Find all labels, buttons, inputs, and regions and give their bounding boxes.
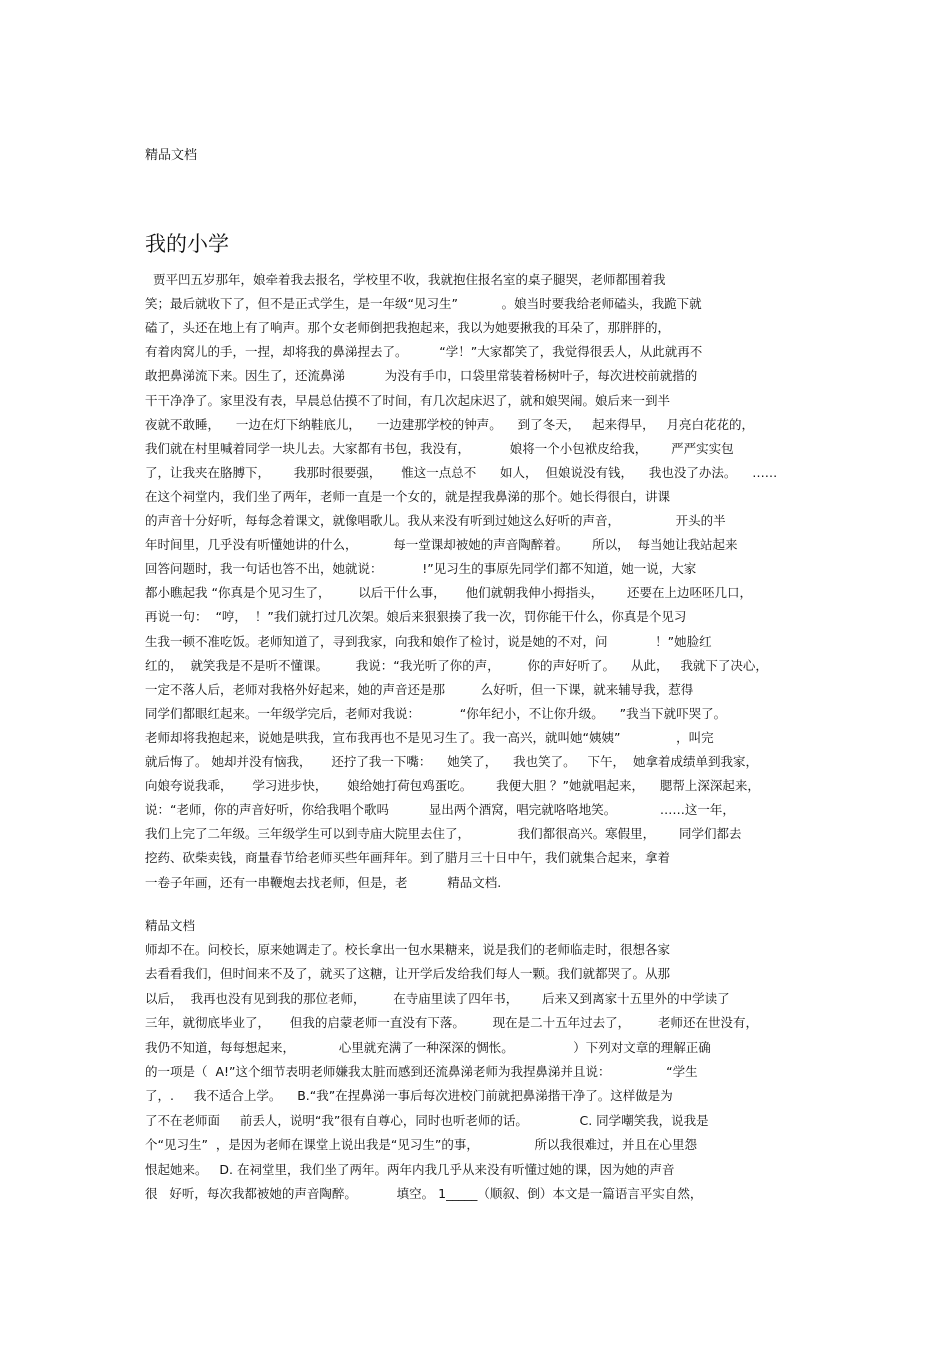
text-line: 同学们都眼红起来。一年级学完后，老师对我说： “你年纪小，不让你升级。 ”我当下就吓哭了。 bbox=[145, 705, 727, 721]
text-line: 我仍不知道，每每想起来， 心里就充满了一种深深的惆怅。 ）下列对文章的理解正确 bbox=[145, 1039, 711, 1055]
text-line: 笑；最后就收下了，但不是正式学生，是一年级“见习生” 。娘当时要我给老师磕头，我跪下就 bbox=[145, 296, 702, 312]
text-line: 夜就不敢睡， 一边在灯下纳鞋底儿， 一边建那学校的钟声。 到了冬天， 起来得早， 月亮白花花的， bbox=[145, 416, 755, 432]
text-line: 以后， 我再也没有见到我的那位老师， 在寺庙里读了四年书， 后来又到离家十五里外的中学读了 bbox=[145, 990, 730, 1006]
text-line: 一卷子年画，还有一串鞭炮去找老师，但是，老 精品文档. bbox=[145, 874, 502, 890]
text-line: 去看看我们，但时间来不及了，就买了这糖，让开学后发给我们每人一颗。我们就都哭了。从那 bbox=[145, 966, 671, 982]
text-line: 老师却将我抱起来，说她是哄我，宣布我再也不是见习生了。我一高兴，就叫她“姨姨” ，叫完 bbox=[145, 729, 714, 745]
text-line: 恨起她来。 D. 在祠堂里，我们坐了两年。两年内我几乎从来没有听懂过她的课，因为她的声音 bbox=[145, 1161, 675, 1177]
text-line: 说：“老师，你的声音好听，你给我唱个歌吗 显出两个酒窝，唱完就咯咯地笑。 ……这一年， bbox=[145, 802, 735, 818]
text-line: 再说一句： “哼， ！”我们就打过几次架。娘后来狠狠揍了我一次，罚你能干什么，你真是个见习 bbox=[145, 609, 687, 625]
text-line: 一定不落人后，老师对我格外好起来，她的声音还是那 么好听，但一下课，就来辅导我，惹得 bbox=[145, 681, 694, 697]
text-line: 年时间里，几乎没有听懂她讲的什么， 每一堂课却被她的声音陶醉着。 所以， 每当她让我站起来 bbox=[145, 537, 738, 553]
text-line: 敢把鼻涕流下来。因生了，还流鼻涕 为没有手巾，口袋里常装着杨树叶子，每次进校前就揩的 bbox=[145, 368, 698, 384]
text-line: 就后悔了。 她却并没有恼我， 还拧了我一下嘴： 她笑了， 我也笑了。 下午， 她拿着成绩单到我家， bbox=[145, 754, 758, 769]
text-line: 回答问题时，我一句话也答不出，她就说： !”见习生的事原先同学们都不知道，她一说，大家 bbox=[145, 561, 697, 577]
text-line: 向娘夸说我乖， 学习进步快， 娘给她打荷包鸡蛋吃。 我便大胆 ？”她就唱起来， 腮帮上深深起来， bbox=[145, 778, 760, 794]
text-line: 在这个祠堂内，我们坐了两年，老师一直是一个女的，就是捏我鼻涕的那个。她长得很白，讲课 bbox=[145, 488, 671, 504]
text-line: 的一项是（ A!”这个细节表明老师嫌我太脏而感到还流鼻涕老师为我捏鼻涕并且说： “学生 bbox=[145, 1064, 698, 1079]
text-line: 三年，就彻底毕业了， 但我的启蒙老师一直没有下落。 现在是二十五年过去了， 老师还在世没有， bbox=[145, 1015, 758, 1031]
text-line: 贾平凹五岁那年，娘牵着我去报名，学校里不收，我就抱住报名室的桌子腿哭，老师都围着我 bbox=[145, 272, 666, 287]
text-line: 有着肉窝儿的手，一捏，却将我的鼻涕捏去了。 “学！”大家都笑了，我觉得很丢人，从此就再不 bbox=[145, 344, 703, 360]
text-line: 磕了，头还在地上有了响声。那个女老师倒把我抱起来，我以为她要揪我的耳朵了，那胖胖的， bbox=[145, 320, 671, 336]
text-line: 了不在老师面 前丢人，说明“我”很有自尊心，同时也听老师的话。 C. 同学嘲笑我，说我是 bbox=[145, 1112, 709, 1128]
text-line: 师却不在。问校长，原来她调走了。校长拿出一包水果糖来，说是我们的老师临走时，很想各家 bbox=[145, 942, 671, 957]
text-line: 红的， 就笑我是不是听不懂课。 我说：“我光听了你的声， 你的声好听了。 从此， 我就下了决心， bbox=[145, 657, 768, 673]
text-line: 我们就在村里喊着同学一块儿去。大家都有书包，我没有， 娘将一个小包袱皮给我， 严严实实包 bbox=[145, 440, 734, 456]
page-header: 精品文档 bbox=[145, 148, 198, 163]
text-line: 干干净净了。家里没有表，早晨总估摸不了时间，有几次起床迟了，就和娘哭闹。娘后来一到半 bbox=[145, 392, 671, 408]
text-line: 个“见习生” ，是因为老师在课堂上说出我是“见习生”的事， 所以我很难过，并且在心里怨 bbox=[145, 1137, 697, 1153]
text-line: 的声音十分好听，每每念着课文，就像唱歌儿。我从来没有听到过她这么好听的声音， 开头的半 bbox=[145, 513, 726, 528]
article-title: 我的小学 bbox=[145, 232, 229, 256]
text-line: 挖药、砍柴卖钱，商量春节给老师买些年画拜年。到了腊月三十日中午，我们就集合起来，拿着 bbox=[145, 850, 671, 866]
text-line: 很 好听，每次我都被她的声音陶醉。 填空。 1_____（顺叙、倒）本文是一篇语言平实自然， bbox=[145, 1186, 703, 1201]
text-line: 生我一顿不准吃饭。老师知道了，寻到我家，向我和娘作了检讨，说是她的不对，问 ！”她脸红 bbox=[145, 633, 712, 649]
text-line: 了，让我夹在胳膊下， 我那时很要强， 惟这一点总不 如人， 但娘说没有钱， 我也没了办法。 …… bbox=[145, 464, 778, 480]
text-line: 我们上完了二年级。三年级学生可以到寺庙大院里去住了， 我们都很高兴。寒假里， 同学们都去 bbox=[145, 826, 742, 842]
page-header-repeat: 精品文档 bbox=[145, 918, 196, 933]
text-line: 了，. 我不适合上学。 B.“我”在捏鼻涕一事后每次进校门前就把鼻涕揩干净了。这样做是为 bbox=[145, 1088, 673, 1104]
text-line: 都小瞧起我 “你真是个见习生了， 以后干什么事， 他们就朝我伸小拇指头， 还要在上边呸呸几口， bbox=[145, 585, 752, 601]
